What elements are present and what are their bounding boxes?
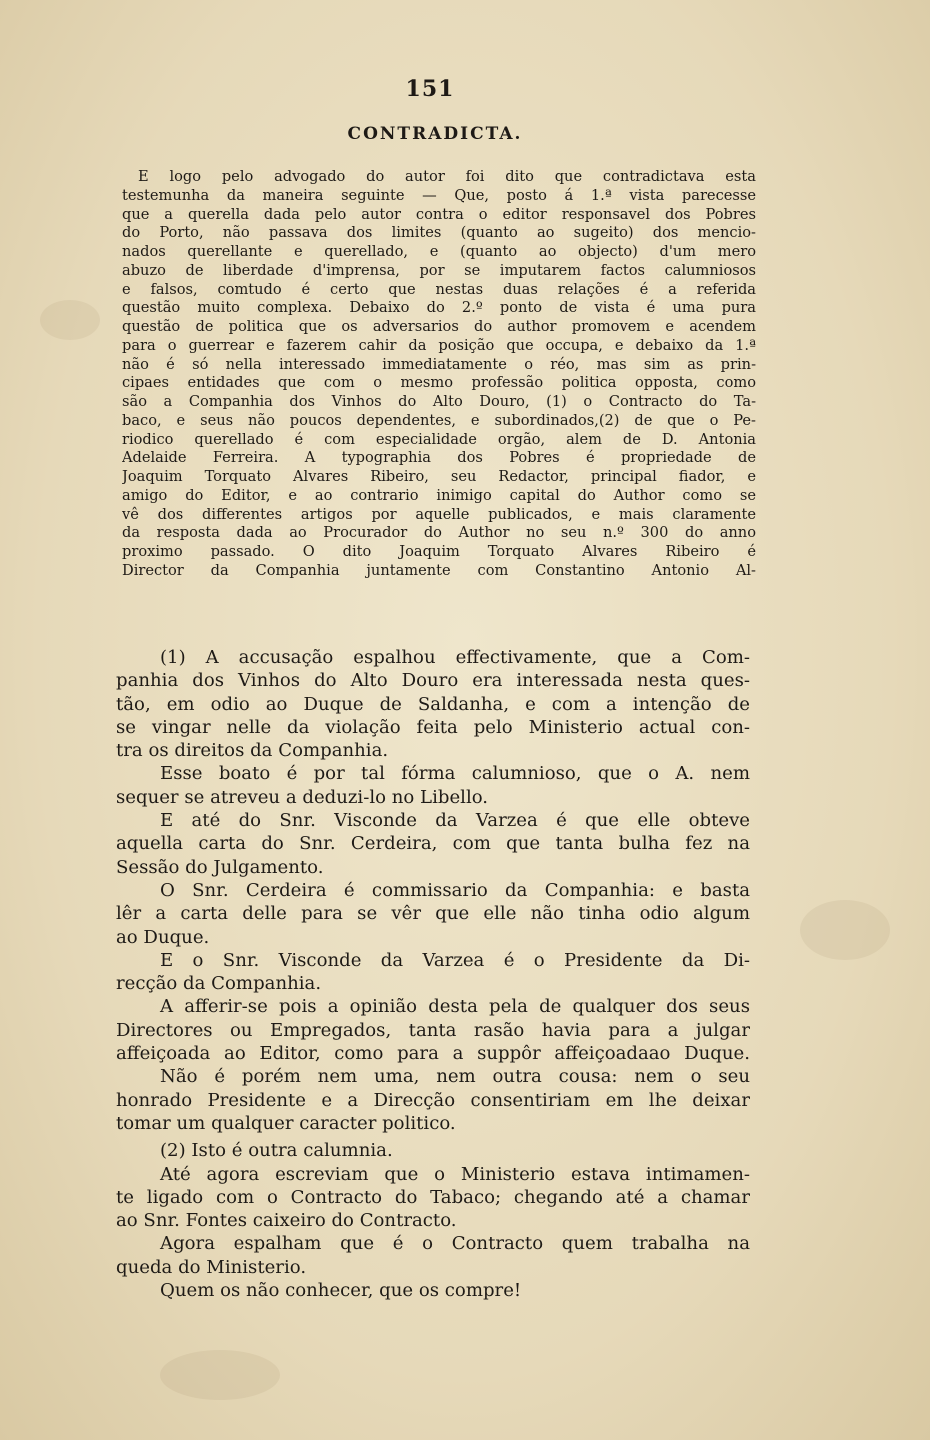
main-text-line: riodico querellado é com especialidade orgão, alem de D. Antonia xyxy=(122,430,756,448)
footnote-line: Esse boato é por tal fórma calumnioso, que o A. nem xyxy=(160,763,750,785)
main-text-line: do Porto, não passava dos limites (quanto ao sugeito) dos mencio- xyxy=(122,224,756,242)
footnote-line: ao Duque. xyxy=(116,926,210,948)
footnote-line: aquella carta do Snr. Cerdeira, com que tanta bulha fez na xyxy=(116,833,750,855)
main-text-line: questão muito complexa. Debaixo do 2.º ponto de vista é uma pura xyxy=(122,299,756,317)
main-text-line: baco, e seus não poucos dependentes, e subordinados,(2) de que o Pe- xyxy=(122,411,756,429)
footnote-line: tra os direitos da Companhia. xyxy=(116,740,389,762)
main-text-line: cipaes entidades que com o mesmo professão politica opposta, como xyxy=(122,374,756,392)
main-text-line: vê dos differentes artigos por aquelle publicados, e mais claramente xyxy=(122,505,756,523)
footnote-line: lêr a carta delle para se vêr que elle não tinha odio algum xyxy=(116,903,750,925)
footnote-paragraph xyxy=(116,995,750,1065)
main-text-line: são a Companhia dos Vinhos do Alto Douro, (1) o Contracto do Ta- xyxy=(122,393,756,410)
paper-stain xyxy=(800,900,890,960)
footnote-paragraph xyxy=(116,1163,750,1233)
footnote-line: E até do Snr. Visconde da Varzea é que elle obteve xyxy=(160,810,750,832)
footnote-paragraph xyxy=(116,1139,750,1162)
footnote-paragraph xyxy=(116,809,750,879)
footnote-line: Até agora escreviam que o Ministerio estava intimamen- xyxy=(160,1163,750,1185)
main-text-line: Director da Companhia juntamente com Constantino Antonio Al- xyxy=(122,561,756,579)
footnote-line: (2) Isto é outra calumnia. xyxy=(160,1140,393,1162)
main-text-line: não é só nella interessado immediatamente o réo, mas sim as prin- xyxy=(122,355,756,373)
footnote-line: se vingar nelle da violação feita pelo Ministerio actual con- xyxy=(116,716,750,738)
footnote-paragraph xyxy=(116,879,750,949)
footnote-line: Directores ou Empregados, tanta rasão havia para a julgar xyxy=(116,1019,750,1041)
main-text-line: abuzo de liberdade d'imprensa, por se imputarem factos calumniosos xyxy=(122,261,756,279)
paper-stain xyxy=(160,1350,280,1400)
footnote-line: recção da Companhia. xyxy=(116,973,322,995)
footnote-line: Agora espalham que é o Contracto quem trabalha na xyxy=(160,1233,750,1255)
footnote-line: panhia dos Vinhos do Alto Douro era interessada nesta ques- xyxy=(116,670,750,692)
page-number: 151 xyxy=(405,76,455,102)
footnote-line: E o Snr. Visconde da Varzea é o Presidente da Di- xyxy=(160,949,750,971)
main-text-line: que a querella dada pelo autor contra o editor responsavel dos Pobres xyxy=(122,205,756,223)
footnote-line: ao Snr. Fontes caixeiro do Contracto. xyxy=(116,1210,457,1232)
footnote-line: Não é porém nem uma, nem outra cousa: nem o seu xyxy=(160,1066,750,1088)
footnotes-block xyxy=(116,646,750,1302)
footnote-paragraph xyxy=(116,762,750,809)
footnote-paragraph xyxy=(116,1065,750,1135)
footnote-line: A afferir-se pois a opinião desta pela de qualquer dos seus xyxy=(160,996,750,1018)
footnote-line: Sessão do Julgamento. xyxy=(116,856,324,878)
footnote-line: Quem os não conhecer, que os compre! xyxy=(160,1280,522,1302)
main-text-line: E logo pelo advogado do autor foi dito que contradictava esta xyxy=(138,168,756,185)
footnote-line: O Snr. Cerdeira é commissario da Companhia: e basta xyxy=(160,879,750,901)
footnote-paragraph xyxy=(116,1279,750,1302)
footnote-paragraph xyxy=(116,949,750,996)
main-text-line: Adelaide Ferreira. A typographia dos Pobres é propriedade de xyxy=(122,449,756,467)
main-text-line: Joaquim Torquato Alvares Ribeiro, seu Redactor, principal fiador, e xyxy=(122,468,756,485)
main-text-line: para o guerrear e fazerem cahir da posição que occupa, e debaixo da 1.ª xyxy=(122,336,756,354)
footnote-line: sequer se atreveu a deduzi-lo no Libello. xyxy=(116,786,489,808)
footnote-line: affeiçoada ao Editor, como para a suppôr affeiçoadaao Duque. xyxy=(116,1043,750,1065)
main-text-line: da resposta dada ao Procurador do Author no seu n.º 300 do anno xyxy=(122,524,756,542)
paper-stain xyxy=(40,300,100,340)
footnote-line: queda do Ministerio. xyxy=(116,1256,307,1278)
footnote-line: te ligado com o Contracto do Tabaco; chegando até a chamar xyxy=(116,1186,750,1208)
main-text-line: nados querellante e querellado, e (quanto ao objecto) d'um mero xyxy=(122,243,756,260)
footnote-line: honrado Presidente e a Direcção consentiriam em lhe deixar xyxy=(116,1089,750,1111)
section-title: CONTRADICTA. xyxy=(347,124,523,144)
main-text-line: amigo do Editor, e ao contrario inimigo capital do Author como se xyxy=(122,486,756,504)
main-text-block xyxy=(122,168,756,581)
footnote-line: (1) A accusação espalhou effectivamente, que a Com- xyxy=(160,647,750,668)
main-text-line: e falsos, comtudo é certo que nestas duas relações é a referida xyxy=(122,280,756,298)
main-text-line: proximo passado. O dito Joaquim Torquato Alvares Ribeiro é xyxy=(122,543,756,560)
main-text-line: questão de politica que os adversarios do author promovem e acendem xyxy=(122,318,756,335)
footnote-line: tomar um qualquer caracter politico. xyxy=(116,1112,456,1134)
main-text-line: testemunha da maneira seguinte — Que, posto á 1.ª vista parecesse xyxy=(122,186,756,204)
footnote-paragraph xyxy=(116,1232,750,1279)
footnote-paragraph xyxy=(116,646,750,762)
footnote-line: tão, em odio ao Duque de Saldanha, e com a intenção de xyxy=(116,693,750,715)
